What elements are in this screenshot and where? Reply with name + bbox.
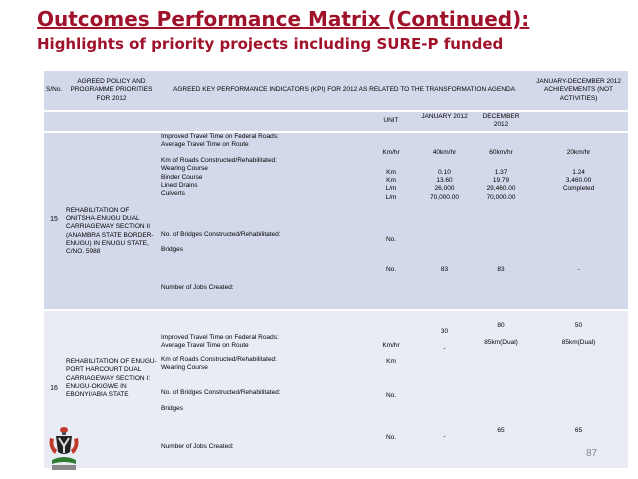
kpi-travel-sub: Average Travel Time on Route bbox=[161, 341, 249, 349]
kpi-travel-title: Improved Travel Time on Federal Roads: bbox=[161, 333, 279, 341]
ach-travel: 50 bbox=[574, 321, 583, 329]
header-kpi: AGREED KEY PERFORMANCE INDICATORS (KPI) FOR 2012 AS RELATED TO THE TRANSFORMATION AGENDA bbox=[159, 71, 529, 111]
header-jan: JANUARY 2012 bbox=[416, 111, 473, 132]
unit-cell bbox=[366, 310, 416, 468]
kpi-bridges: Bridges bbox=[161, 405, 184, 413]
unit-bridges: No. bbox=[385, 392, 397, 400]
ach-item: Completed bbox=[562, 185, 595, 193]
page-title-text: Outcomes Performance Matrix (Continued): bbox=[37, 7, 530, 31]
subheader-empty-3 bbox=[159, 111, 366, 132]
kpi-item: Binder Course bbox=[161, 173, 203, 181]
header-dec: DECEMBER 2012 bbox=[473, 111, 529, 132]
jan-item: 0.10 bbox=[438, 168, 451, 176]
table-header-row bbox=[44, 71, 628, 111]
jan-travel: 40km/hr bbox=[432, 148, 457, 156]
unit-item: Km bbox=[386, 177, 396, 185]
ach-item: 85km(Dual) bbox=[561, 338, 596, 346]
ach-item: 1.24 bbox=[572, 168, 585, 176]
kpi-item: Wearing Course bbox=[161, 165, 208, 173]
jan-item: 70,000.00 bbox=[430, 193, 459, 201]
ach-jobs: - bbox=[577, 265, 580, 273]
dec-item: 70,000.00 bbox=[486, 193, 516, 201]
unit-jobs: No. bbox=[385, 434, 397, 442]
unit-travel: Km/hr bbox=[382, 148, 400, 156]
row-sno: 16 bbox=[44, 310, 64, 468]
kpi-travel-sub: Average Travel Time on Route bbox=[161, 140, 249, 148]
header-sno: S/No. bbox=[44, 71, 64, 111]
dec-jobs: 83 bbox=[497, 266, 505, 274]
table-row bbox=[44, 132, 628, 310]
table-subheader-row bbox=[44, 111, 628, 132]
kpi-cell bbox=[159, 132, 366, 310]
jan-dash: - bbox=[443, 344, 446, 352]
outcomes-matrix-table bbox=[44, 71, 628, 468]
subheader-empty-4 bbox=[529, 111, 628, 132]
project-name: REHABILITATION OF ONITSHA-ENUGU DUAL CARRIAGEWAY SECTION II (ANAMBRA STATE BORDER-ENUGU) IN ENUGU STATE, C/NO. 5988 bbox=[64, 132, 159, 310]
header-achievements: JANUARY-DECEMBER 2012 ACHIEVEMENTS (NOT ACTIVITIES) bbox=[529, 71, 628, 111]
subheader-empty-2 bbox=[64, 111, 159, 132]
dec-item: 85km(Dual) bbox=[484, 338, 518, 346]
kpi-bridges: Bridges bbox=[161, 245, 184, 253]
kpi-cell bbox=[159, 310, 366, 468]
kpi-jobs: Number of Jobs Created: bbox=[161, 284, 234, 292]
kpi-travel-title: Improved Travel Time on Federal Roads: bbox=[161, 132, 279, 140]
kpi-item: Culverts bbox=[161, 190, 185, 198]
header-unit: UNIT bbox=[366, 111, 416, 132]
kpi-bridges-title: No. of Bridges Constructed/Rehabilitated: bbox=[161, 230, 281, 238]
achievement-cell bbox=[529, 132, 628, 310]
dec-travel: 60km/hr bbox=[489, 148, 513, 156]
page-number: 87 bbox=[586, 448, 598, 459]
page-subtitle: Highlights of priority projects including SURE-P funded bbox=[37, 35, 504, 53]
unit-item: L/m bbox=[385, 185, 397, 193]
subheader-empty-1 bbox=[44, 111, 64, 132]
kpi-jobs: Number of Jobs Created: bbox=[161, 443, 234, 451]
jan-item: 13.60 bbox=[436, 177, 453, 185]
nigeria-coat-of-arms-icon bbox=[46, 426, 82, 472]
jan-jobs: 83 bbox=[440, 266, 449, 274]
jan-cell bbox=[416, 310, 473, 468]
jan-item: 26,000 bbox=[434, 185, 455, 193]
unit-bridges: No. bbox=[385, 236, 397, 244]
page-title bbox=[37, 6, 597, 32]
ach-item: 3,460.00 bbox=[565, 177, 592, 185]
header-policy: AGREED POLICY AND PROGRAMME PRIORITIES FOR 2012 bbox=[64, 71, 159, 111]
unit-cell bbox=[366, 132, 416, 310]
achievement-cell bbox=[529, 310, 628, 468]
kpi-item: Lined Drains bbox=[161, 182, 198, 190]
unit-travel: Km/hr bbox=[382, 341, 400, 349]
dec-cell bbox=[473, 132, 529, 310]
table-row bbox=[44, 310, 628, 468]
dec-item: 1.37 bbox=[494, 168, 508, 176]
kpi-roads-title: Km of Roads Constructed/Rehabilitated: bbox=[161, 356, 277, 364]
unit-item: L/m bbox=[385, 193, 397, 201]
unit-item: Km bbox=[386, 168, 396, 176]
unit-item: Km bbox=[386, 357, 396, 365]
jan-travel: 30 bbox=[440, 327, 449, 335]
row-sno: 15 bbox=[44, 132, 64, 310]
dec-item: 19.79 bbox=[492, 177, 510, 185]
jan-jobs: - bbox=[443, 433, 446, 441]
kpi-roads-title: Km of Roads Constructed/Rehabilitated: bbox=[161, 157, 277, 165]
unit-jobs: No. bbox=[385, 266, 397, 274]
dec-travel: 80 bbox=[497, 321, 505, 329]
jan-cell bbox=[416, 132, 473, 310]
project-name: REHABILITATION OF ENUGU-PORT HARCOURT DUAL CARRIAGEWAY SECTION I: ENUGU-OKIGWE IN EBONYI/ABIA STATE bbox=[64, 310, 159, 468]
ach-travel: 20km/hr bbox=[566, 148, 591, 156]
kpi-item: Wearing Course bbox=[161, 364, 208, 372]
dec-item: 29,460.00 bbox=[486, 185, 516, 193]
ach-jobs: 65 bbox=[574, 427, 583, 435]
dec-jobs: 65 bbox=[497, 427, 505, 435]
dec-cell bbox=[473, 310, 529, 468]
kpi-bridges-title: No. of Bridges Constructed/Rehabilitated: bbox=[161, 388, 281, 396]
